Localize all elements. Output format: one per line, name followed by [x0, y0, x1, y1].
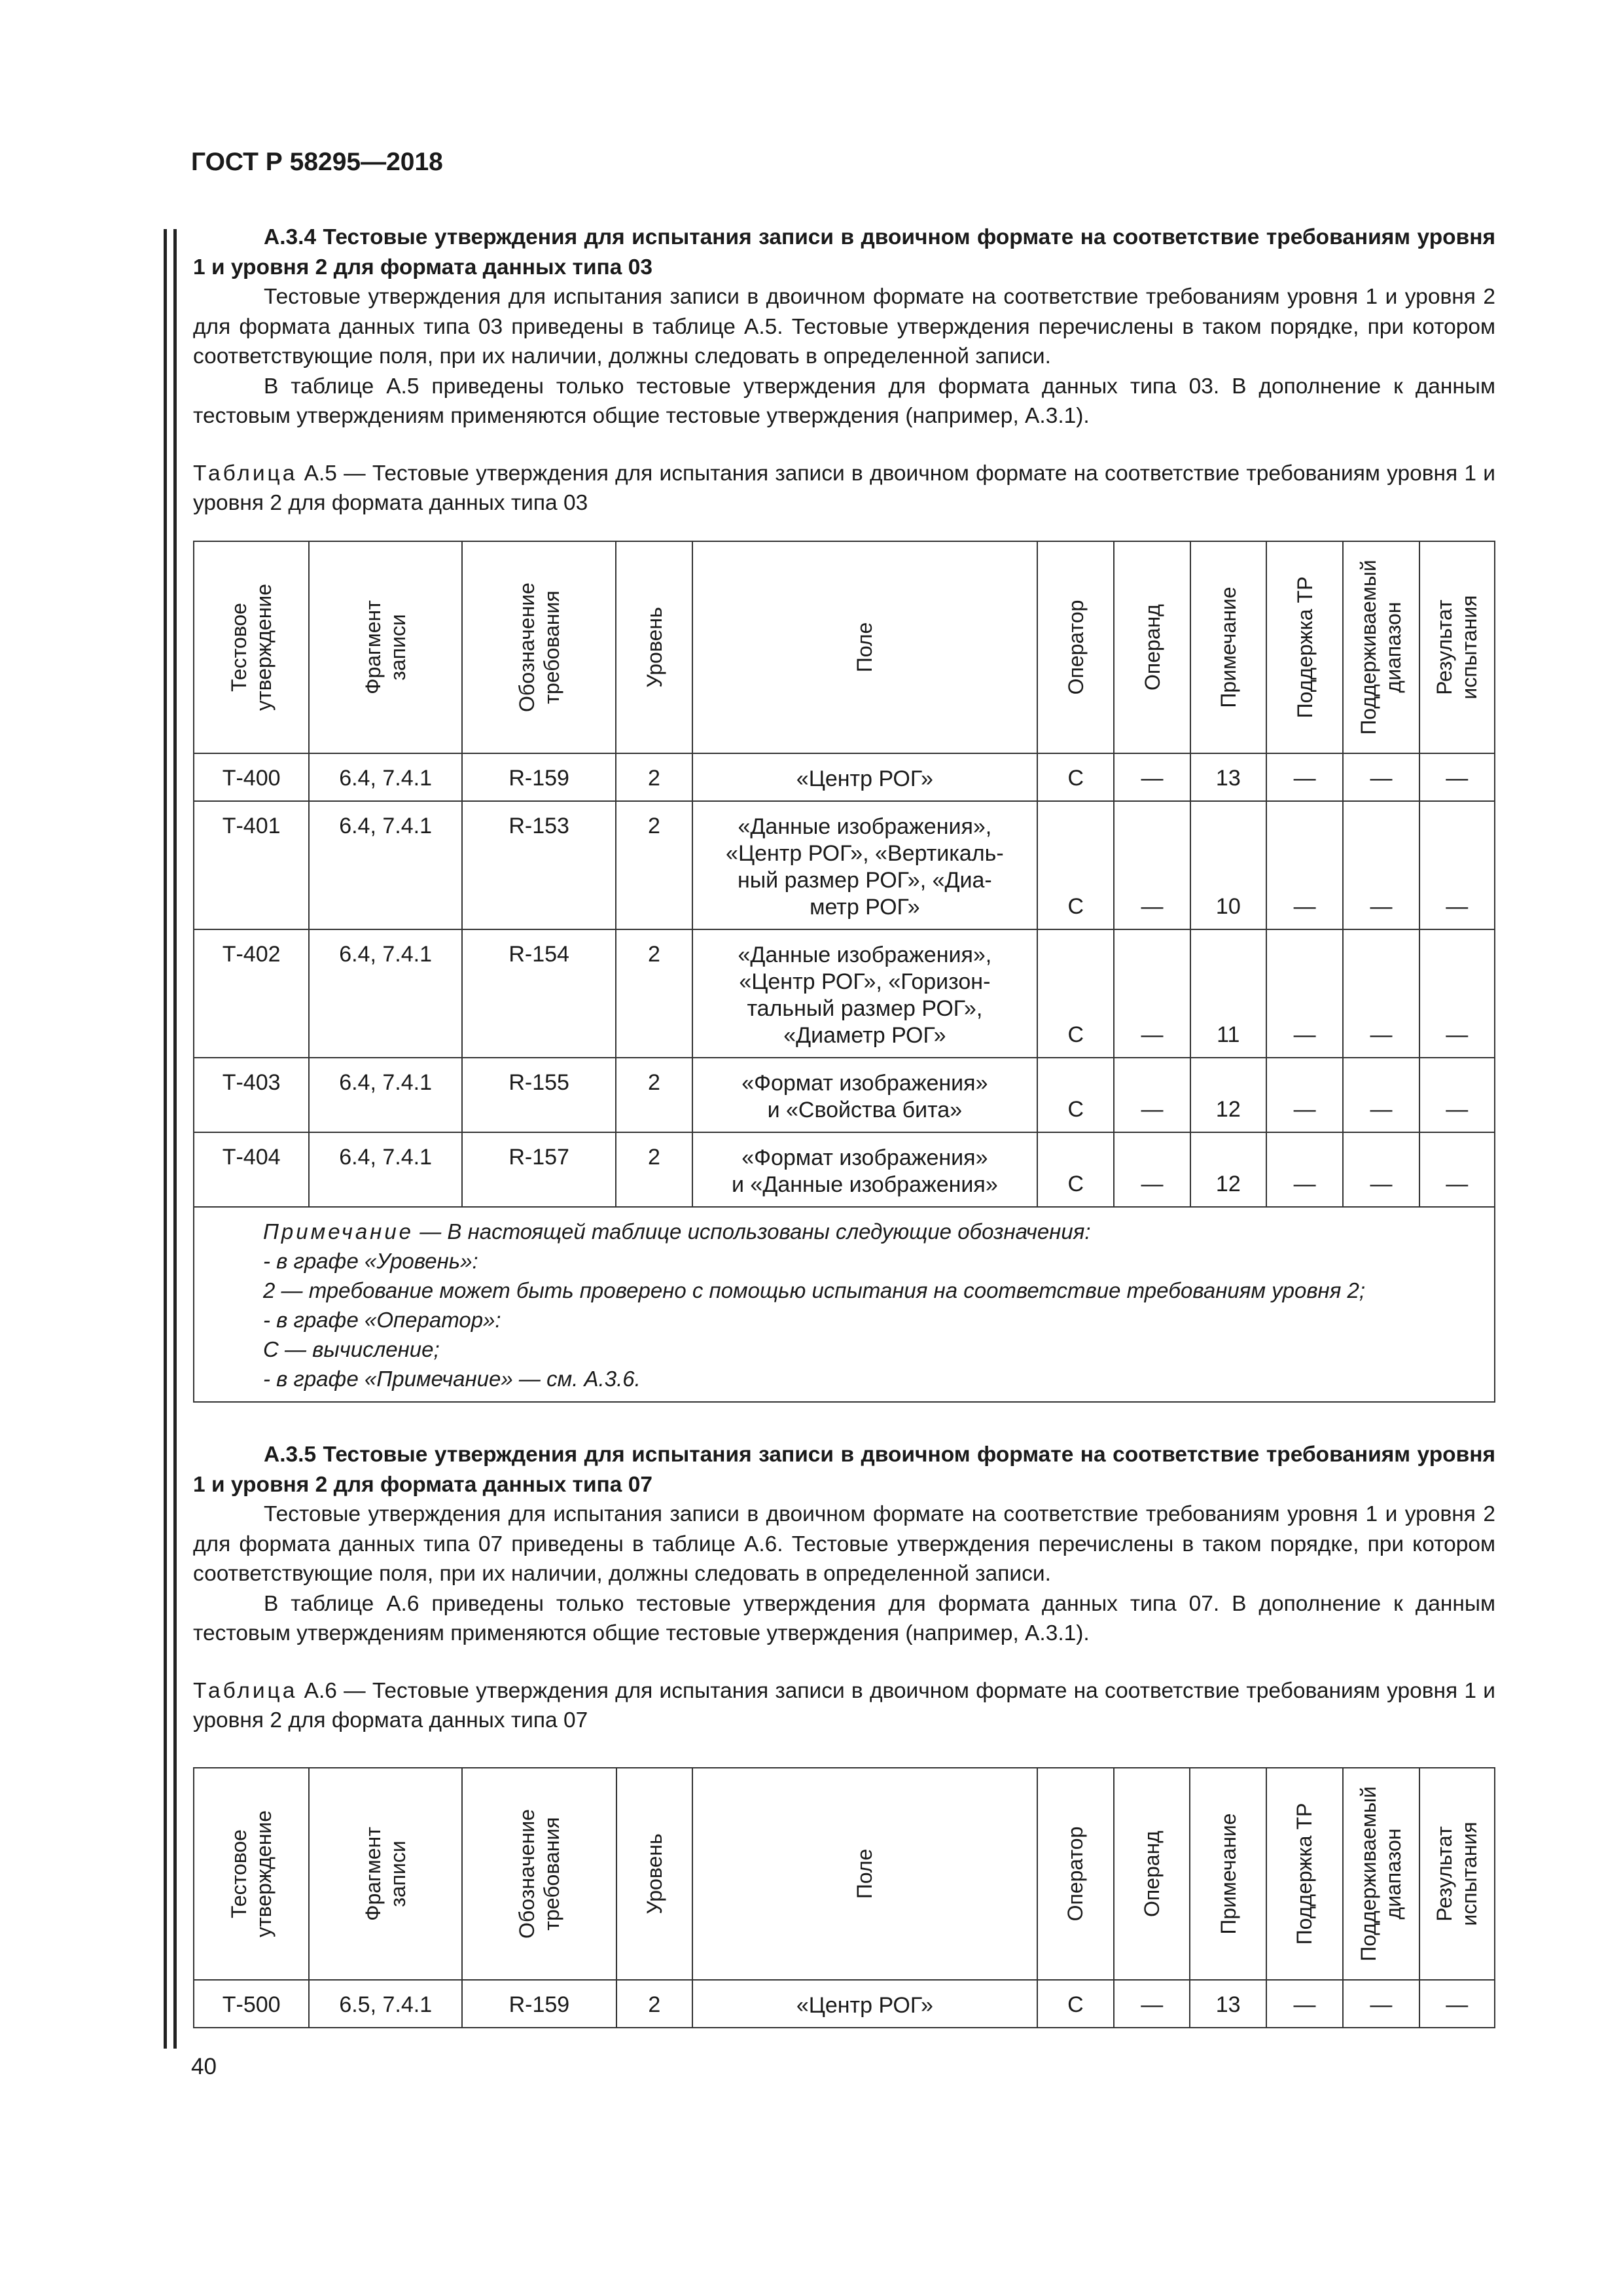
table-row — [194, 1980, 1495, 2028]
header-requirement: Обозначение требования — [462, 1768, 616, 1980]
table-note-row — [194, 1207, 1495, 1402]
header-operator: Оператор — [1037, 541, 1114, 753]
header-requirement: Обозначение требования — [462, 541, 616, 753]
section-a35 — [193, 1440, 1495, 1736]
cell-note: 13 — [1190, 1980, 1266, 2028]
cell-operand: — — [1114, 801, 1190, 929]
header-fragment: Фрагмент записи — [309, 1768, 462, 1980]
cell-note: 13 — [1190, 753, 1266, 801]
header-operator: Оператор — [1037, 1768, 1114, 1980]
cell-range: — — [1343, 753, 1419, 801]
cell-range: — — [1343, 1132, 1419, 1207]
table-header-row — [194, 1768, 1495, 1980]
cell-requirement: R-159 — [462, 753, 616, 801]
table-row — [194, 801, 1495, 929]
cell-id: Т-402 — [194, 929, 309, 1058]
change-bar — [164, 229, 167, 2049]
cell-fragment: 6.4, 7.4.1 — [309, 929, 462, 1058]
paragraph: В таблице А.5 приведены только тестовые утверждения для формата данных типа 03. В дополнение к данным тестовым утверждениям применяются общие тестовые утверждения (например, А.3.1). — [193, 374, 1495, 428]
cell-field: «Данные изображения», «Центр РОГ», «Горизон- тальный размер РОГ», «Диаметр РОГ» — [692, 929, 1038, 1058]
table-caption-label: Таблица — [193, 461, 298, 486]
cell-level: 2 — [616, 1980, 692, 2028]
cell-tr-support: — — [1266, 1132, 1343, 1207]
cell-id: Т-500 — [194, 1980, 309, 2028]
table-caption-text: А.6 — Тестовые утверждения для испытания записи в двоичном формате на соответствие требованиям уровня 1 и уровня 2 для формата данных типа 07 — [193, 1678, 1495, 1732]
cell-tr-support: — — [1266, 753, 1343, 801]
header-fragment: Фрагмент записи — [309, 541, 462, 753]
cell-operator: С — [1037, 1058, 1114, 1132]
cell-id: Т-403 — [194, 1058, 309, 1132]
cell-tr-support: — — [1266, 1980, 1343, 2028]
paragraph: Тестовые утверждения для испытания записи в двоичном формате на соответствие требованиям уровня 1 и уровня 2 для формата данных типа 07 приведены в таблице А.6. Тестовые утверждения перечислены в таком порядке, при котором соответствующие поля, при их наличии, должны следовать в определенной записи. — [193, 1502, 1495, 1586]
header-operand: Операнд — [1114, 1768, 1190, 1980]
cell-operand: — — [1114, 929, 1190, 1058]
note-intro: — В настоящей таблице использованы следующие обозначения: — [414, 1219, 1091, 1244]
section-heading: А.3.4 Тестовые утверждения для испытания записи в двоичном формате на соответствие требованиям уровня 1 и уровня 2 для формата данных типа 03 — [193, 225, 1495, 279]
cell-tr-support: — — [1266, 1058, 1343, 1132]
cell-range: — — [1343, 929, 1419, 1058]
cell-operator: С — [1037, 1980, 1114, 2028]
cell-range: — — [1343, 801, 1419, 929]
header-test-result: Результат испытания — [1419, 1768, 1495, 1980]
header-note: Примечание — [1190, 541, 1266, 753]
note-line: - в графе «Оператор»: — [263, 1308, 501, 1332]
table-caption — [193, 459, 1495, 518]
table-row — [194, 753, 1495, 801]
note-line: С — вычисление; — [263, 1337, 440, 1361]
note-line: - в графе «Уровень»: — [263, 1249, 478, 1273]
cell-field: «Центр РОГ» — [692, 753, 1038, 801]
header-tr-support: Поддержка ТР — [1266, 541, 1343, 753]
cell-fragment: 6.4, 7.4.1 — [309, 1058, 462, 1132]
table-row — [194, 1058, 1495, 1132]
cell-id: Т-400 — [194, 753, 309, 801]
note-label: Примечание — [263, 1219, 414, 1244]
cell-level: 2 — [616, 1058, 692, 1132]
cell-fragment: 6.5, 7.4.1 — [309, 1980, 462, 2028]
header-operand: Операнд — [1114, 541, 1190, 753]
cell-note: 12 — [1190, 1132, 1266, 1207]
section-a34 — [193, 223, 1495, 518]
header-supported-range: Поддерживаемый диапазон — [1343, 541, 1419, 753]
cell-result: — — [1419, 1132, 1495, 1207]
cell-field: «Данные изображения», «Центр РОГ», «Вертикаль- ный размер РОГ», «Диа- метр РОГ» — [692, 801, 1038, 929]
change-bar — [173, 229, 177, 2049]
table-caption-label: Таблица — [193, 1678, 298, 1703]
cell-operator: С — [1037, 801, 1114, 929]
cell-result: — — [1419, 929, 1495, 1058]
header-level: Уровень — [616, 1768, 692, 1980]
cell-operator: С — [1037, 753, 1114, 801]
header-field: Поле — [692, 1768, 1037, 1980]
table-a5 — [193, 541, 1495, 1403]
cell-operator: С — [1037, 929, 1114, 1058]
cell-id: Т-401 — [194, 801, 309, 929]
paragraph: В таблице А.6 приведены только тестовые утверждения для формата данных типа 07. В дополнение к данным тестовым утверждениям применяются общие тестовые утверждения (например, А.3.1). — [193, 1591, 1495, 1645]
cell-result: — — [1419, 1058, 1495, 1132]
cell-field: «Центр РОГ» — [692, 1980, 1037, 2028]
header-supported-range: Поддерживаемый диапазон — [1343, 1768, 1419, 1980]
cell-operator: С — [1037, 1132, 1114, 1207]
cell-requirement: R-157 — [462, 1132, 616, 1207]
cell-tr-support: — — [1266, 929, 1343, 1058]
cell-range: — — [1343, 1058, 1419, 1132]
page-number: 40 — [191, 2054, 217, 2079]
header-test-result: Результат испытания — [1419, 541, 1495, 753]
cell-tr-support: — — [1266, 801, 1343, 929]
cell-requirement: R-154 — [462, 929, 616, 1058]
paragraph: Тестовые утверждения для испытания записи в двоичном формате на соответствие требованиям уровня 1 и уровня 2 для формата данных типа 03 приведены в таблице А.5. Тестовые утверждения перечислены в таком порядке, при котором соответствующие поля, при их наличии, должны следовать в определенной записи. — [193, 285, 1495, 368]
header-note: Примечание — [1190, 1768, 1266, 1980]
cell-note: 12 — [1190, 1058, 1266, 1132]
cell-note: 11 — [1190, 929, 1266, 1058]
cell-operand: — — [1114, 1980, 1190, 2028]
header-tr-support: Поддержка ТР — [1266, 1768, 1343, 1980]
cell-operand: — — [1114, 1132, 1190, 1207]
cell-result: — — [1419, 1980, 1495, 2028]
cell-level: 2 — [616, 929, 692, 1058]
note-line: - в графе «Примечание» — см. А.3.6. — [263, 1367, 641, 1391]
cell-field: «Формат изображения» и «Свойства бита» — [692, 1058, 1038, 1132]
cell-result: — — [1419, 753, 1495, 801]
note-line: 2 — требование может быть проверено с помощью испытания на соответствие требованиям уровня 2; — [263, 1278, 1366, 1302]
table-a6 — [193, 1767, 1495, 2028]
cell-requirement: R-153 — [462, 801, 616, 929]
table-note — [194, 1207, 1495, 1402]
cell-field: «Формат изображения» и «Данные изображения» — [692, 1132, 1038, 1207]
cell-level: 2 — [616, 753, 692, 801]
document-code: ГОСТ Р 58295—2018 — [191, 148, 443, 176]
cell-requirement: R-155 — [462, 1058, 616, 1132]
cell-operand: — — [1114, 1058, 1190, 1132]
cell-operand: — — [1114, 753, 1190, 801]
header-level: Уровень — [616, 541, 692, 753]
cell-fragment: 6.4, 7.4.1 — [309, 1132, 462, 1207]
cell-level: 2 — [616, 1132, 692, 1207]
cell-note: 10 — [1190, 801, 1266, 929]
header-test-assertion: Тестовое утверждение — [194, 541, 309, 753]
cell-id: Т-404 — [194, 1132, 309, 1207]
table-caption — [193, 1676, 1495, 1736]
table-row — [194, 929, 1495, 1058]
cell-level: 2 — [616, 801, 692, 929]
table-caption-text: А.5 — Тестовые утверждения для испытания записи в двоичном формате на соответствие требованиям уровня 1 и уровня 2 для формата данных типа 03 — [193, 461, 1495, 515]
cell-fragment: 6.4, 7.4.1 — [309, 753, 462, 801]
table-header-row — [194, 541, 1495, 753]
section-heading: А.3.5 Тестовые утверждения для испытания записи в двоичном формате на соответствие требованиям уровня 1 и уровня 2 для формата данных типа 07 — [193, 1443, 1495, 1497]
cell-requirement: R-159 — [462, 1980, 616, 2028]
cell-result: — — [1419, 801, 1495, 929]
table-row — [194, 1132, 1495, 1207]
header-field: Поле — [692, 541, 1038, 753]
cell-range: — — [1343, 1980, 1419, 2028]
header-test-assertion: Тестовое утверждение — [194, 1768, 309, 1980]
cell-fragment: 6.4, 7.4.1 — [309, 801, 462, 929]
